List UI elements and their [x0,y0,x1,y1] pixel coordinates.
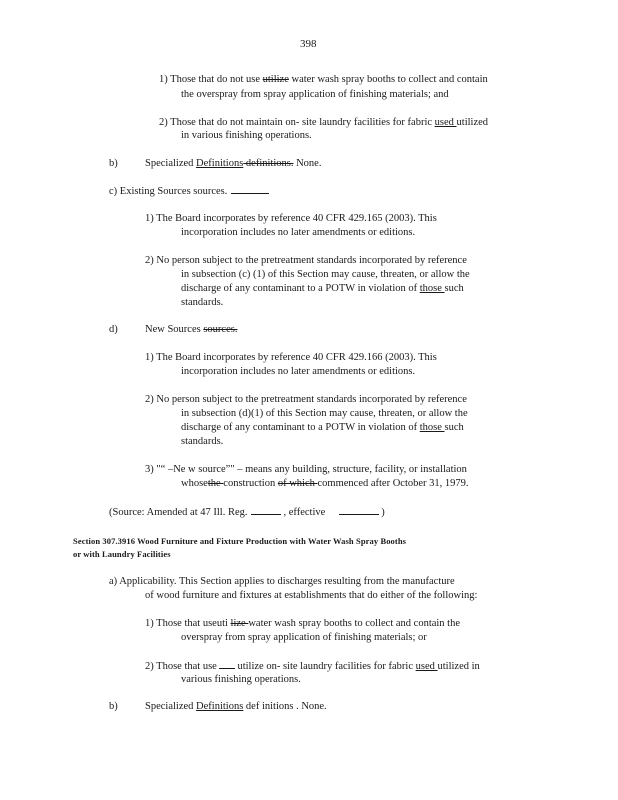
section-a2-item-2-line-1 [145,659,480,674]
blank-line-2 [339,505,379,515]
section-a2-item-1-line-2: overspray from spray application of finishing materials; or [181,632,427,643]
section-c-item-1-line-2: incorporation includes no later amendments or editions. [181,227,416,238]
struck-text-2: of which [277,478,318,489]
line-text: whose [181,478,208,489]
struck-text: sources. [203,324,238,335]
section-a2-item-1-line-1 [145,617,460,631]
page-number: 398 [300,38,317,50]
section-d-item-1-line-2: incorporation includes no later amendments or editions. [181,366,416,377]
section-d-heading [145,323,237,337]
source-note-mid: , effective [283,507,326,518]
source-note [109,505,385,520]
section-d-item-1-line-1: 1) The Board incorporates by reference 40 CFR 429.166 (2003). This [145,352,437,363]
underlined-text: those [419,283,445,294]
section-b2-label: b) [109,701,118,712]
section-b-pre: Specialized [145,158,197,169]
line-text-cont: such [444,283,464,294]
section-c-item-2-line-2: in subsection (c) (1) of this Section may cause, threaten, or allow the [181,269,470,280]
section-c-item-1-line-1: 1) The Board incorporates by reference 40 CFR 429.165 (2003). This [145,213,437,224]
item-1-text-cont: water wash spray booths to collect and contain [288,74,488,85]
blank-line [251,505,281,515]
underlined-text: Definitions [196,701,244,712]
section-heading-line-1: Section 307.3916 Wood Furniture and Fixture Production with Water Wash Spray Booths [73,536,407,546]
section-b-label: b) [109,158,118,169]
line-text: 1) Those that useuti [145,618,231,629]
section-d-item-2-line-1: 2) No person subject to the pretreatment standards incorporated by reference [145,394,467,405]
blank-line [219,659,235,669]
line-text-cont: commenced after October 31, 1979. [317,478,469,489]
source-note-pre: (Source: Amended at 47 Ill. Reg. [109,507,248,518]
section-d-item-2-line-2: in subsection (d)(1) of this Section may cause, threaten, or allow the [181,408,468,419]
source-note-post: ) [381,507,385,518]
section-d-item-2-line-3 [181,421,464,435]
item-2-line-2: in various finishing operations. [181,130,312,141]
section-c-heading [109,184,269,199]
item-1-line-2: the overspray from spray application of finishing materials; and [181,89,449,100]
section-b2-text [145,700,327,714]
line-text-cont: such [444,422,464,433]
section-c-item-2-line-4: standards. [181,297,224,308]
underlined-text: Definitions [196,158,244,169]
line-text: discharge of any contaminant to a POTW in violation of [181,283,420,294]
struck-text: utilize [262,74,289,85]
section-b2-post: def initions . None. [243,701,327,712]
struck-text: definitions. [243,158,294,169]
section-a2-item-2-line-2: various finishing operations. [181,674,301,685]
section-b2-pre: Specialized [145,701,197,712]
item-1-text: 1) Those that do not use [159,74,263,85]
line-text: 2) Those that use [145,661,220,672]
section-d-item-3-line-2 [181,477,469,491]
section-heading-line-2: or with Laundry Facilities [73,549,171,559]
section-c-heading-text: c) Existing Sources sources. [109,186,228,197]
section-d-label: d) [109,324,118,335]
applicability-line-2: of wood furniture and fixtures at establishments that do either of the following: [145,590,478,601]
section-b-post: None. [293,158,322,169]
applicability-line-1: a) Applicability. This Section applies to discharges resulting from the manufacture [109,576,455,587]
item-2-line-1 [159,116,488,130]
section-d-item-3-line-1: 3) "“ –Ne w source”" – means any building, structure, facility, or installation [145,464,467,475]
section-d-heading-text: New Sources [145,324,204,335]
blank-line [231,184,269,194]
section-c-item-2-line-1: 2) No person subject to the pretreatment standards incorporated by reference [145,255,467,266]
line-text-mid: utilize on- site laundry facilities for fabric [237,661,416,672]
struck-text: lize [230,618,249,629]
item-1-line-1 [159,73,488,87]
item-2-text-cont: utilized [456,117,489,128]
underlined-text: those [419,422,445,433]
item-2-text: 2) Those that do not maintain on- site laundry facilities for fabric [159,117,435,128]
line-text-cont: utilized in [437,661,480,672]
line-text-mid: construction [223,478,278,489]
struck-text: the [207,478,224,489]
underlined-text: used [415,661,438,672]
line-text: discharge of any contaminant to a POTW in violation of [181,422,420,433]
section-b-text [145,157,321,171]
underlined-text: used [434,117,457,128]
section-c-item-2-line-3 [181,282,464,296]
line-text-cont: water wash spray booths to collect and contain the [248,618,461,629]
section-d-item-2-line-4: standards. [181,436,224,447]
